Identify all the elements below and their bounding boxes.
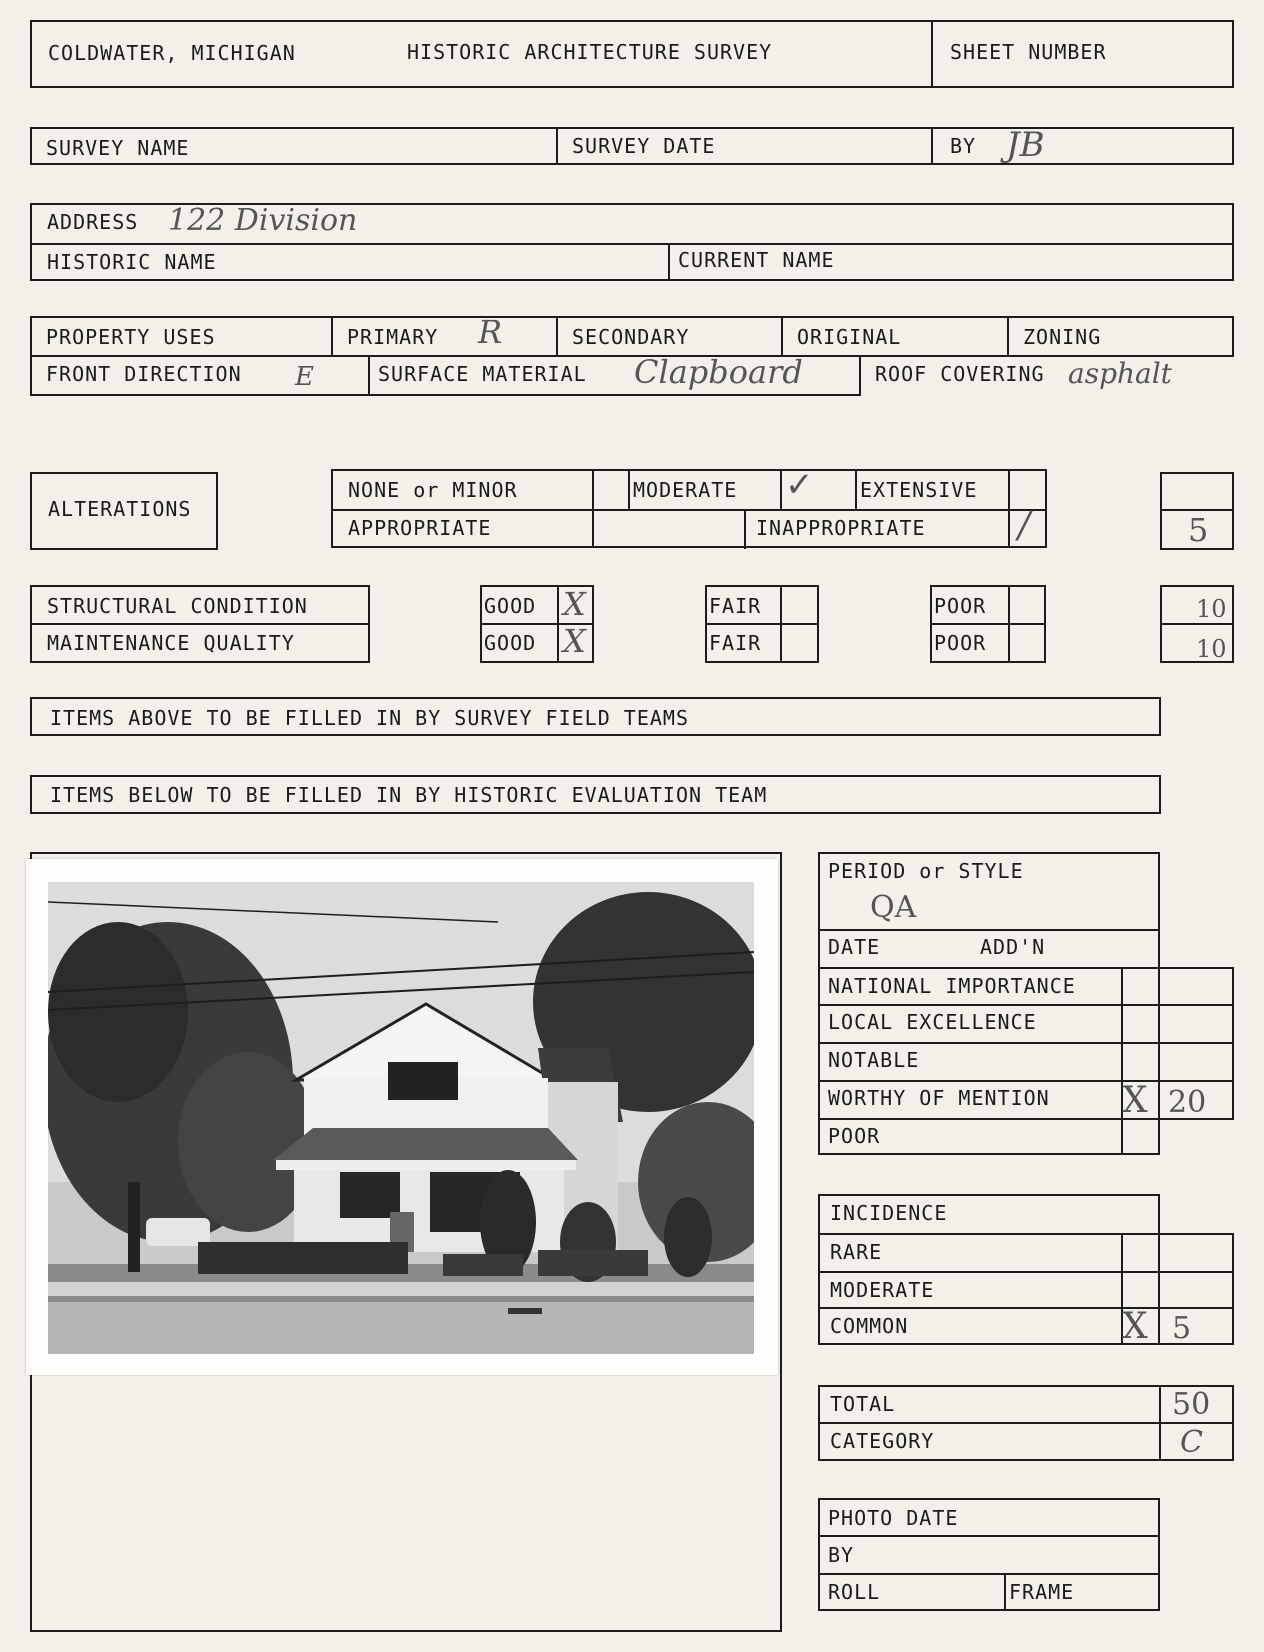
property-bottom (30, 394, 860, 396)
fair-box-div (780, 585, 782, 663)
photo-info-line2 (818, 1573, 1160, 1575)
roll-label: ROLL (828, 1580, 881, 1604)
eval-poor-label: POOR (828, 1124, 881, 1148)
header-divider (931, 20, 933, 88)
category-label: CATEGORY (830, 1429, 935, 1453)
eval-line5 (818, 1080, 1234, 1082)
alt-div3 (780, 469, 782, 509)
structural-poor-label: POOR (934, 594, 987, 618)
secondary-label: SECONDARY (572, 325, 690, 349)
eval-line2 (818, 967, 1234, 969)
note-above-text: ITEMS ABOVE TO BE FILLED IN BY SURVEY FIELD TEAMS (50, 706, 690, 730)
property-div2 (556, 316, 558, 357)
maintenance-good-label: GOOD (484, 631, 537, 655)
alt-div6 (744, 509, 746, 549)
structural-condition-label: STRUCTURAL CONDITION (47, 594, 308, 618)
fair-box-mid (705, 623, 819, 625)
condition-labels-mid (30, 623, 370, 625)
roof-covering-label: ROOF COVERING (875, 362, 1045, 386)
inc-line2 (818, 1271, 1234, 1273)
local-excellence-label: LOCAL EXCELLENCE (828, 1010, 1037, 1034)
photo-info-div (1004, 1573, 1006, 1611)
condition-score-mid (1160, 623, 1234, 625)
survey-date-label: SURVEY DATE (572, 134, 716, 158)
photo-date-label: PHOTO DATE (828, 1506, 959, 1530)
survey-by-signature: JB (1006, 125, 1045, 165)
address-label: ADDRESS (47, 210, 139, 234)
common-label: COMMON (830, 1314, 909, 1338)
maintenance-poor-label: POOR (934, 631, 987, 655)
note-below-right (1159, 775, 1161, 814)
date-label: DATE (828, 935, 881, 959)
note-below-left (30, 775, 32, 814)
poor-box-mid (930, 623, 1046, 625)
notable-label: NOTABLE (828, 1048, 920, 1072)
property-div6 (859, 355, 861, 396)
structural-good-label: GOOD (484, 594, 537, 618)
total-div (1159, 1385, 1161, 1461)
total-value: 50 (1172, 1387, 1211, 1422)
address-value: 122 Division (168, 203, 358, 238)
surface-material-label: SURFACE MATERIAL (378, 362, 587, 386)
property-right (1232, 316, 1234, 357)
survey-row-left (30, 127, 32, 165)
worthy-score: 20 (1168, 1085, 1207, 1120)
alt-div2 (628, 469, 630, 509)
note-below-bottom (30, 812, 1160, 814)
survey-row-div1 (556, 127, 558, 165)
alterations-score: 5 (1188, 511, 1209, 549)
photo-by-label: BY (828, 1543, 855, 1567)
period-style-label: PERIOD or STYLE (828, 859, 1024, 883)
property-left (30, 316, 32, 396)
structural-score: 10 (1196, 595, 1227, 623)
front-direction-label: FRONT DIRECTION (46, 362, 242, 386)
eval-check-col (1121, 967, 1123, 1155)
worthy-of-mention-label: WORTHY OF MENTION (828, 1086, 1050, 1110)
survey-row-bottom (30, 163, 1234, 165)
zoning-label: ZONING (1023, 325, 1102, 349)
property-mid (30, 355, 1234, 357)
worthy-mark: X (1122, 1080, 1148, 1121)
survey-row-div2 (931, 127, 933, 165)
property-top (30, 316, 1234, 318)
common-score: 5 (1172, 1311, 1192, 1346)
survey-by-label: BY (950, 134, 977, 158)
house-photo-image (48, 882, 754, 1354)
front-direction-value: E (295, 362, 314, 392)
roof-covering-value: asphalt (1068, 357, 1172, 390)
alt-div5 (1008, 469, 1010, 548)
maintenance-fair-label: FAIR (709, 631, 762, 655)
note-above-right (1159, 697, 1161, 736)
inc-line1 (818, 1233, 1234, 1235)
note-above-left (30, 697, 32, 736)
property-div3 (781, 316, 783, 357)
maintenance-quality-label: MAINTENANCE QUALITY (47, 631, 295, 655)
note-below-top (30, 775, 1160, 777)
good-box-div (557, 585, 559, 663)
address-div (668, 243, 670, 281)
original-label: ORIGINAL (797, 325, 902, 349)
alt-none-minor: NONE or MINOR (348, 478, 518, 502)
incidence-label: INCIDENCE (830, 1201, 948, 1225)
structural-fair-label: FAIR (709, 594, 762, 618)
note-above-bottom (30, 734, 1160, 736)
alt-inappropriate: INAPPROPRIATE (756, 516, 926, 540)
address-mid (30, 243, 1234, 245)
national-importance-label: NATIONAL IMPORTANCE (828, 974, 1076, 998)
alterations-label: ALTERATIONS (48, 497, 192, 521)
alt-div1 (592, 469, 594, 548)
common-mark: X (1122, 1306, 1148, 1347)
poor-box-div (1008, 585, 1010, 663)
current-name-label: CURRENT NAME (678, 248, 835, 272)
frame-label: FRAME (1009, 1580, 1075, 1604)
eval-score-col-right (1232, 967, 1234, 1119)
house-photograph (26, 859, 778, 1375)
survey-title: HISTORIC ARCHITECTURE SURVEY (407, 40, 773, 64)
eval-line1 (818, 929, 1160, 931)
structural-good-mark: X (563, 585, 586, 623)
alt-extensive: EXTENSIVE (860, 478, 978, 502)
total-mid (818, 1422, 1234, 1424)
property-uses-label: PROPERTY USES (46, 325, 216, 349)
maintenance-score: 10 (1196, 635, 1227, 663)
photo-info-line1 (818, 1535, 1160, 1537)
alt-moderate-mark: ✓ (785, 465, 814, 505)
category-value: C (1180, 1425, 1203, 1460)
eval-line4 (818, 1042, 1234, 1044)
survey-row-top (30, 127, 1234, 129)
eval-line3 (818, 1004, 1234, 1006)
address-right (1232, 203, 1234, 281)
address-left (30, 203, 32, 281)
address-bottom (30, 279, 1234, 281)
alt-moderate: MODERATE (633, 478, 738, 502)
rare-label: RARE (830, 1240, 883, 1264)
property-div1 (331, 316, 333, 357)
inc-line3 (818, 1307, 1234, 1309)
inc-line4 (1159, 1343, 1234, 1345)
note-above-top (30, 697, 1160, 699)
addn-label: ADD'N (980, 935, 1046, 959)
inc-score-right (1232, 1233, 1234, 1345)
note-below-text: ITEMS BELOW TO BE FILLED IN BY HISTORIC EVALUATION TEAM (50, 783, 768, 807)
inc-moderate-label: MODERATE (830, 1278, 935, 1302)
alt-div4 (855, 469, 857, 509)
sheet-number-label: SHEET NUMBER (950, 40, 1107, 64)
property-div5 (368, 355, 370, 396)
primary-label: PRIMARY (347, 325, 439, 349)
period-style-value: QA (870, 890, 917, 925)
total-label: TOTAL (830, 1392, 896, 1416)
survey-row-right (1232, 127, 1234, 165)
alt-inappropriate-mark: / (1018, 505, 1031, 546)
surface-material-value: Clapboard (634, 353, 803, 391)
alterations-mid (331, 509, 1047, 511)
alt-appropriate: APPROPRIATE (348, 516, 492, 540)
primary-value: R (478, 313, 503, 351)
survey-name-label: SURVEY NAME (46, 136, 190, 160)
property-div4 (1007, 316, 1009, 357)
historic-name-label: HISTORIC NAME (47, 250, 217, 274)
maintenance-good-mark: X (563, 622, 586, 660)
city-label: COLDWATER, MICHIGAN (48, 41, 296, 65)
